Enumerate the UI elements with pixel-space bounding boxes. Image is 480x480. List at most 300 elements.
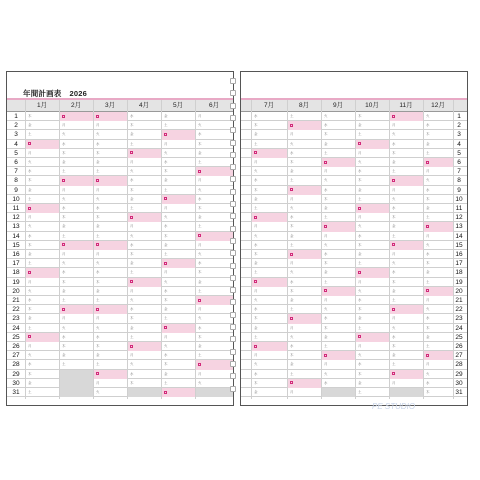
day-cell[interactable] <box>287 333 321 342</box>
day-cell[interactable] <box>59 222 93 231</box>
day-cell[interactable] <box>59 213 93 222</box>
day-cell[interactable] <box>321 379 355 388</box>
day-cell[interactable] <box>321 296 355 305</box>
day-cell[interactable] <box>389 379 423 388</box>
day-cell[interactable] <box>59 314 93 323</box>
day-cell[interactable] <box>127 342 161 351</box>
day-cell[interactable] <box>423 379 453 388</box>
day-cell[interactable] <box>59 278 93 287</box>
day-cell[interactable] <box>161 250 195 259</box>
day-cell[interactable] <box>195 268 233 277</box>
day-cell[interactable] <box>389 213 423 222</box>
day-cell[interactable] <box>93 259 127 268</box>
day-cell[interactable] <box>93 324 127 333</box>
day-cell[interactable] <box>127 250 161 259</box>
day-cell[interactable] <box>287 305 321 314</box>
day-cell[interactable] <box>127 241 161 250</box>
day-cell[interactable] <box>423 213 453 222</box>
day-cell[interactable] <box>59 296 93 305</box>
day-cell[interactable] <box>25 379 59 388</box>
day-cell[interactable] <box>127 149 161 158</box>
day-cell[interactable] <box>389 278 423 287</box>
day-cell[interactable] <box>287 324 321 333</box>
day-cell[interactable] <box>251 324 287 333</box>
day-cell[interactable] <box>25 195 59 204</box>
day-cell[interactable] <box>127 360 161 369</box>
day-cell[interactable] <box>59 176 93 185</box>
day-cell[interactable] <box>161 167 195 176</box>
day-cell[interactable] <box>59 186 93 195</box>
day-cell[interactable] <box>251 250 287 259</box>
day-cell[interactable] <box>161 149 195 158</box>
day-cell[interactable] <box>321 232 355 241</box>
day-cell[interactable] <box>195 167 233 176</box>
day-cell[interactable] <box>251 241 287 250</box>
day-cell[interactable] <box>389 232 423 241</box>
day-cell[interactable] <box>321 222 355 231</box>
day-cell[interactable] <box>59 324 93 333</box>
day-cell[interactable] <box>423 186 453 195</box>
day-cell[interactable] <box>251 140 287 149</box>
day-cell[interactable] <box>93 278 127 287</box>
day-cell[interactable] <box>321 370 355 379</box>
day-cell[interactable] <box>25 213 59 222</box>
day-cell[interactable] <box>321 213 355 222</box>
day-cell[interactable] <box>161 333 195 342</box>
day-cell[interactable] <box>93 195 127 204</box>
day-cell[interactable] <box>93 314 127 323</box>
day-cell[interactable] <box>195 112 233 121</box>
day-cell[interactable] <box>195 287 233 296</box>
day-cell[interactable] <box>161 222 195 231</box>
day-cell[interactable] <box>287 259 321 268</box>
day-cell[interactable] <box>59 388 93 397</box>
day-cell[interactable] <box>389 333 423 342</box>
day-cell[interactable] <box>389 259 423 268</box>
day-cell[interactable] <box>321 250 355 259</box>
day-cell[interactable] <box>251 195 287 204</box>
day-cell[interactable] <box>161 296 195 305</box>
day-cell[interactable] <box>355 268 389 277</box>
day-cell[interactable] <box>25 204 59 213</box>
day-cell[interactable] <box>93 149 127 158</box>
day-cell[interactable] <box>25 158 59 167</box>
day-cell[interactable] <box>195 324 233 333</box>
day-cell[interactable] <box>161 342 195 351</box>
day-cell[interactable] <box>161 305 195 314</box>
day-cell[interactable] <box>321 351 355 360</box>
day-cell[interactable] <box>321 259 355 268</box>
day-cell[interactable] <box>195 149 233 158</box>
day-cell[interactable] <box>25 121 59 130</box>
day-cell[interactable] <box>287 213 321 222</box>
day-cell[interactable] <box>389 204 423 213</box>
day-cell[interactable] <box>287 195 321 204</box>
day-cell[interactable] <box>423 324 453 333</box>
day-cell[interactable] <box>161 158 195 167</box>
day-cell[interactable] <box>251 121 287 130</box>
day-cell[interactable] <box>59 121 93 130</box>
day-cell[interactable] <box>287 314 321 323</box>
day-cell[interactable] <box>161 112 195 121</box>
day-cell[interactable] <box>59 250 93 259</box>
day-cell[interactable] <box>161 379 195 388</box>
day-cell[interactable] <box>287 388 321 397</box>
day-cell[interactable] <box>321 167 355 176</box>
day-cell[interactable] <box>25 324 59 333</box>
day-cell[interactable] <box>423 287 453 296</box>
day-cell[interactable] <box>161 351 195 360</box>
day-cell[interactable] <box>355 351 389 360</box>
day-cell[interactable] <box>355 259 389 268</box>
day-cell[interactable] <box>251 112 287 121</box>
day-cell[interactable] <box>389 296 423 305</box>
day-cell[interactable] <box>59 130 93 139</box>
day-cell[interactable] <box>127 278 161 287</box>
day-cell[interactable] <box>127 176 161 185</box>
day-cell[interactable] <box>195 370 233 379</box>
day-cell[interactable] <box>389 186 423 195</box>
day-cell[interactable] <box>287 176 321 185</box>
day-cell[interactable] <box>355 121 389 130</box>
day-cell[interactable] <box>389 130 423 139</box>
day-cell[interactable] <box>423 333 453 342</box>
day-cell[interactable] <box>25 112 59 121</box>
day-cell[interactable] <box>127 259 161 268</box>
day-cell[interactable] <box>423 360 453 369</box>
day-cell[interactable] <box>389 158 423 167</box>
day-cell[interactable] <box>251 287 287 296</box>
day-cell[interactable] <box>355 250 389 259</box>
day-cell[interactable] <box>127 222 161 231</box>
day-cell[interactable] <box>195 195 233 204</box>
day-cell[interactable] <box>389 167 423 176</box>
day-cell[interactable] <box>355 232 389 241</box>
day-cell[interactable] <box>251 314 287 323</box>
day-cell[interactable] <box>25 305 59 314</box>
day-cell[interactable] <box>25 241 59 250</box>
day-cell[interactable] <box>423 232 453 241</box>
day-cell[interactable] <box>59 259 93 268</box>
day-cell[interactable] <box>59 158 93 167</box>
day-cell[interactable] <box>423 388 453 397</box>
day-cell[interactable] <box>423 250 453 259</box>
day-cell[interactable] <box>321 149 355 158</box>
day-cell[interactable] <box>127 370 161 379</box>
day-cell[interactable] <box>195 388 233 397</box>
day-cell[interactable] <box>25 268 59 277</box>
day-cell[interactable] <box>93 158 127 167</box>
day-cell[interactable] <box>127 130 161 139</box>
day-cell[interactable] <box>59 140 93 149</box>
day-cell[interactable] <box>423 140 453 149</box>
day-cell[interactable] <box>251 388 287 397</box>
day-cell[interactable] <box>195 379 233 388</box>
day-cell[interactable] <box>25 287 59 296</box>
day-cell[interactable] <box>321 305 355 314</box>
day-cell[interactable] <box>251 342 287 351</box>
day-cell[interactable] <box>389 222 423 231</box>
day-cell[interactable] <box>251 232 287 241</box>
day-cell[interactable] <box>127 158 161 167</box>
day-cell[interactable] <box>93 250 127 259</box>
day-cell[interactable] <box>287 287 321 296</box>
day-cell[interactable] <box>389 388 423 397</box>
day-cell[interactable] <box>423 167 453 176</box>
day-cell[interactable] <box>93 268 127 277</box>
day-cell[interactable] <box>355 186 389 195</box>
day-cell[interactable] <box>321 241 355 250</box>
day-cell[interactable] <box>195 222 233 231</box>
day-cell[interactable] <box>25 140 59 149</box>
day-cell[interactable] <box>195 296 233 305</box>
day-cell[interactable] <box>389 370 423 379</box>
day-cell[interactable] <box>355 314 389 323</box>
day-cell[interactable] <box>251 268 287 277</box>
day-cell[interactable] <box>355 204 389 213</box>
day-cell[interactable] <box>287 360 321 369</box>
day-cell[interactable] <box>93 213 127 222</box>
day-cell[interactable] <box>287 379 321 388</box>
day-cell[interactable] <box>389 360 423 369</box>
day-cell[interactable] <box>355 167 389 176</box>
day-cell[interactable] <box>127 287 161 296</box>
day-cell[interactable] <box>59 204 93 213</box>
day-cell[interactable] <box>93 140 127 149</box>
day-cell[interactable] <box>25 222 59 231</box>
day-cell[interactable] <box>25 370 59 379</box>
day-cell[interactable] <box>321 176 355 185</box>
day-cell[interactable] <box>389 149 423 158</box>
day-cell[interactable] <box>93 186 127 195</box>
day-cell[interactable] <box>59 351 93 360</box>
day-cell[interactable] <box>127 232 161 241</box>
day-cell[interactable] <box>127 121 161 130</box>
day-cell[interactable] <box>355 241 389 250</box>
day-cell[interactable] <box>93 305 127 314</box>
day-cell[interactable] <box>321 121 355 130</box>
day-cell[interactable] <box>59 379 93 388</box>
day-cell[interactable] <box>355 213 389 222</box>
day-cell[interactable] <box>423 278 453 287</box>
day-cell[interactable] <box>355 388 389 397</box>
day-cell[interactable] <box>127 351 161 360</box>
day-cell[interactable] <box>93 333 127 342</box>
day-cell[interactable] <box>355 379 389 388</box>
day-cell[interactable] <box>161 388 195 397</box>
day-cell[interactable] <box>195 121 233 130</box>
day-cell[interactable] <box>287 222 321 231</box>
day-cell[interactable] <box>195 333 233 342</box>
day-cell[interactable] <box>423 176 453 185</box>
day-cell[interactable] <box>355 360 389 369</box>
day-cell[interactable] <box>93 370 127 379</box>
day-cell[interactable] <box>195 130 233 139</box>
day-cell[interactable] <box>161 314 195 323</box>
day-cell[interactable] <box>161 268 195 277</box>
day-cell[interactable] <box>25 149 59 158</box>
day-cell[interactable] <box>25 351 59 360</box>
day-cell[interactable] <box>423 195 453 204</box>
day-cell[interactable] <box>389 314 423 323</box>
day-cell[interactable] <box>251 167 287 176</box>
day-cell[interactable] <box>389 176 423 185</box>
day-cell[interactable] <box>127 204 161 213</box>
day-cell[interactable] <box>127 268 161 277</box>
day-cell[interactable] <box>355 370 389 379</box>
day-cell[interactable] <box>423 305 453 314</box>
day-cell[interactable] <box>423 268 453 277</box>
day-cell[interactable] <box>93 112 127 121</box>
day-cell[interactable] <box>251 149 287 158</box>
day-cell[interactable] <box>59 342 93 351</box>
day-cell[interactable] <box>127 296 161 305</box>
day-cell[interactable] <box>251 222 287 231</box>
day-cell[interactable] <box>93 176 127 185</box>
day-cell[interactable] <box>423 149 453 158</box>
day-cell[interactable] <box>287 250 321 259</box>
day-cell[interactable] <box>355 158 389 167</box>
day-cell[interactable] <box>355 287 389 296</box>
day-cell[interactable] <box>25 388 59 397</box>
day-cell[interactable] <box>251 296 287 305</box>
day-cell[interactable] <box>389 342 423 351</box>
day-cell[interactable] <box>389 268 423 277</box>
day-cell[interactable] <box>321 278 355 287</box>
day-cell[interactable] <box>287 370 321 379</box>
day-cell[interactable] <box>355 296 389 305</box>
day-cell[interactable] <box>321 204 355 213</box>
day-cell[interactable] <box>321 112 355 121</box>
day-cell[interactable] <box>195 360 233 369</box>
day-cell[interactable] <box>287 232 321 241</box>
day-cell[interactable] <box>287 278 321 287</box>
day-cell[interactable] <box>355 342 389 351</box>
day-cell[interactable] <box>59 195 93 204</box>
day-cell[interactable] <box>127 388 161 397</box>
day-cell[interactable] <box>389 250 423 259</box>
day-cell[interactable] <box>127 314 161 323</box>
day-cell[interactable] <box>389 112 423 121</box>
day-cell[interactable] <box>195 278 233 287</box>
day-cell[interactable] <box>93 379 127 388</box>
day-cell[interactable] <box>251 379 287 388</box>
day-cell[interactable] <box>389 305 423 314</box>
day-cell[interactable] <box>195 176 233 185</box>
day-cell[interactable] <box>195 259 233 268</box>
day-cell[interactable] <box>321 287 355 296</box>
day-cell[interactable] <box>251 176 287 185</box>
day-cell[interactable] <box>161 259 195 268</box>
day-cell[interactable] <box>93 232 127 241</box>
day-cell[interactable] <box>127 167 161 176</box>
day-cell[interactable] <box>195 314 233 323</box>
day-cell[interactable] <box>251 333 287 342</box>
day-cell[interactable] <box>321 324 355 333</box>
day-cell[interactable] <box>25 296 59 305</box>
day-cell[interactable] <box>355 112 389 121</box>
day-cell[interactable] <box>321 186 355 195</box>
day-cell[interactable] <box>423 222 453 231</box>
day-cell[interactable] <box>287 186 321 195</box>
day-cell[interactable] <box>389 140 423 149</box>
day-cell[interactable] <box>59 232 93 241</box>
day-cell[interactable] <box>251 370 287 379</box>
day-cell[interactable] <box>93 204 127 213</box>
day-cell[interactable] <box>25 278 59 287</box>
day-cell[interactable] <box>127 324 161 333</box>
day-cell[interactable] <box>423 259 453 268</box>
day-cell[interactable] <box>287 167 321 176</box>
day-cell[interactable] <box>321 268 355 277</box>
day-cell[interactable] <box>355 305 389 314</box>
day-cell[interactable] <box>25 167 59 176</box>
day-cell[interactable] <box>355 222 389 231</box>
day-cell[interactable] <box>195 250 233 259</box>
day-cell[interactable] <box>195 342 233 351</box>
day-cell[interactable] <box>251 351 287 360</box>
day-cell[interactable] <box>195 232 233 241</box>
day-cell[interactable] <box>321 388 355 397</box>
day-cell[interactable] <box>93 287 127 296</box>
day-cell[interactable] <box>355 149 389 158</box>
day-cell[interactable] <box>127 379 161 388</box>
day-cell[interactable] <box>423 370 453 379</box>
day-cell[interactable] <box>389 324 423 333</box>
day-cell[interactable] <box>161 360 195 369</box>
day-cell[interactable] <box>389 241 423 250</box>
day-cell[interactable] <box>195 158 233 167</box>
day-cell[interactable] <box>59 360 93 369</box>
day-cell[interactable] <box>93 167 127 176</box>
day-cell[interactable] <box>59 167 93 176</box>
day-cell[interactable] <box>423 158 453 167</box>
day-cell[interactable] <box>423 351 453 360</box>
day-cell[interactable] <box>127 213 161 222</box>
day-cell[interactable] <box>251 360 287 369</box>
day-cell[interactable] <box>161 186 195 195</box>
day-cell[interactable] <box>25 186 59 195</box>
day-cell[interactable] <box>321 195 355 204</box>
day-cell[interactable] <box>287 296 321 305</box>
day-cell[interactable] <box>287 140 321 149</box>
day-cell[interactable] <box>161 195 195 204</box>
day-cell[interactable] <box>127 140 161 149</box>
day-cell[interactable] <box>251 213 287 222</box>
day-cell[interactable] <box>321 360 355 369</box>
day-cell[interactable] <box>287 112 321 121</box>
day-cell[interactable] <box>321 314 355 323</box>
day-cell[interactable] <box>93 121 127 130</box>
day-cell[interactable] <box>355 195 389 204</box>
day-cell[interactable] <box>423 112 453 121</box>
day-cell[interactable] <box>355 176 389 185</box>
day-cell[interactable] <box>195 140 233 149</box>
day-cell[interactable] <box>127 195 161 204</box>
day-cell[interactable] <box>321 333 355 342</box>
day-cell[interactable] <box>25 342 59 351</box>
day-cell[interactable] <box>321 342 355 351</box>
day-cell[interactable] <box>287 121 321 130</box>
day-cell[interactable] <box>321 140 355 149</box>
day-cell[interactable] <box>93 222 127 231</box>
day-cell[interactable] <box>127 186 161 195</box>
day-cell[interactable] <box>161 204 195 213</box>
day-cell[interactable] <box>161 232 195 241</box>
day-cell[interactable] <box>287 149 321 158</box>
day-cell[interactable] <box>161 176 195 185</box>
day-cell[interactable] <box>287 130 321 139</box>
